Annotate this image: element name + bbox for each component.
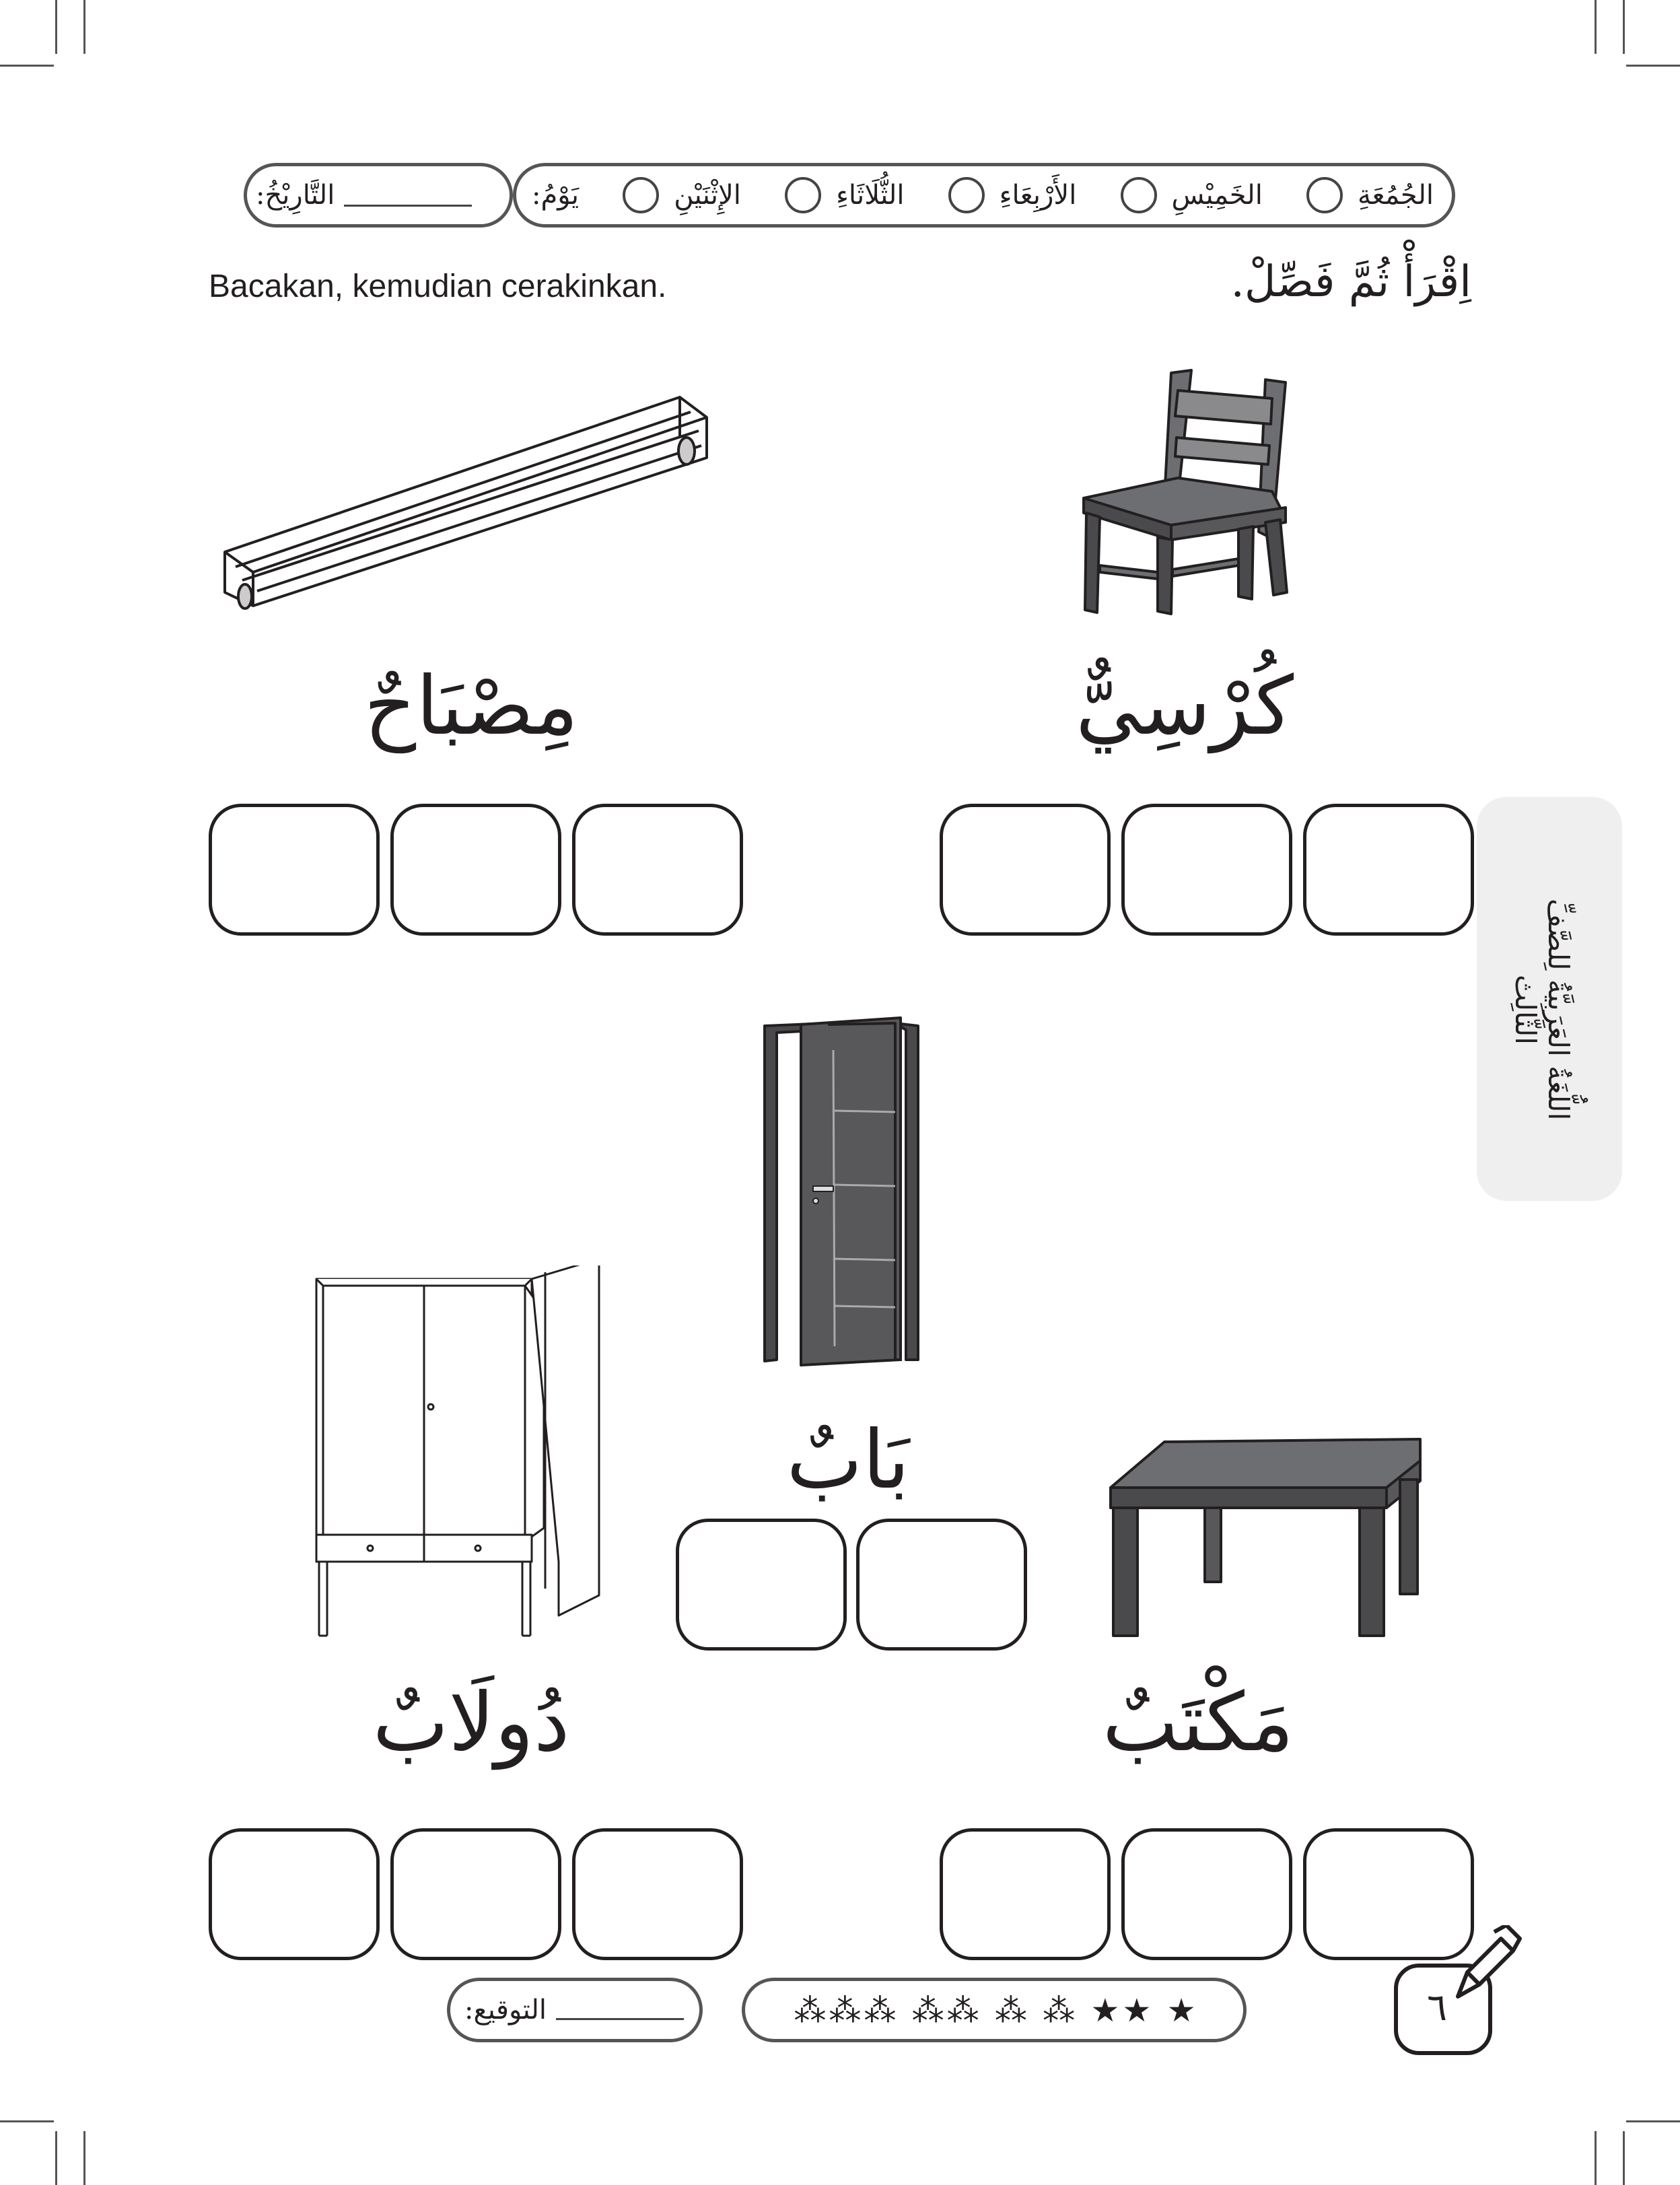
day-label: يَوْمُ: <box>532 180 580 211</box>
crop-mark <box>1595 2131 1597 2185</box>
letter-box[interactable] <box>572 1828 743 1960</box>
letter-box[interactable] <box>940 1828 1111 1960</box>
day-option-thursday[interactable]: الخَمِيْسِ <box>1121 177 1263 213</box>
radio-circle[interactable] <box>1306 177 1343 213</box>
letter-box[interactable] <box>940 804 1111 936</box>
crop-mark <box>55 0 57 54</box>
radio-circle[interactable] <box>948 177 985 213</box>
day-option-tuesday[interactable]: الثُّلَاثَاءِ <box>785 177 904 213</box>
crop-mark <box>55 2131 57 2185</box>
letter-box[interactable] <box>676 1519 847 1651</box>
day-option-wednesday[interactable]: الأَرْبِعَاءِ <box>948 177 1077 213</box>
door-illustration <box>761 1010 929 1373</box>
crop-mark <box>83 2131 85 2185</box>
radio-circle[interactable] <box>623 177 659 213</box>
letter-box[interactable] <box>209 804 380 936</box>
crop-mark <box>1623 2131 1625 2185</box>
date-blank[interactable] <box>344 184 472 207</box>
table-illustration <box>1104 1434 1427 1642</box>
instruction-arabic: اِقْرَأْ ثُمَّ فَصِّلْ. <box>1230 257 1471 307</box>
word-kursi: كُرْسِيٌّ <box>1076 660 1294 753</box>
letter-box[interactable] <box>572 804 743 936</box>
signature-label: التوقيع: <box>464 1995 547 2025</box>
star-rating[interactable]: ★ ★★ ⁂ ⁂ ⁂⁂ ⁂⁂⁂ <box>794 1992 1199 2030</box>
letter-box[interactable] <box>390 804 561 936</box>
crop-mark <box>0 2120 54 2122</box>
crop-mark <box>1626 65 1680 67</box>
letter-box[interactable] <box>1121 804 1292 936</box>
instruction-malay: Bacakan, kemudian cerakinkan. <box>209 269 667 304</box>
day-option-monday[interactable]: الإِثْنَيْنِ <box>623 177 741 213</box>
word-misbah: مِصْبَاحٌ <box>363 660 579 753</box>
day-selector <box>532 172 1434 219</box>
letter-box[interactable] <box>1121 1828 1292 1960</box>
word-baab: بَابٌ <box>786 1414 910 1507</box>
wardrobe-illustration <box>303 1265 606 1649</box>
word-maktab: مَكْتَبٌ <box>1102 1676 1294 1770</box>
radio-circle[interactable] <box>785 177 821 213</box>
crop-mark <box>1623 0 1625 54</box>
date-label: التَّارِيْخُ: <box>256 180 335 211</box>
page-number: ٦ <box>1426 1986 1448 2030</box>
letter-box[interactable] <box>1303 804 1474 936</box>
letter-box[interactable] <box>390 1828 561 1960</box>
crop-mark <box>83 0 85 54</box>
signature-field[interactable] <box>464 1990 693 2030</box>
lamp-illustration <box>215 377 727 619</box>
crop-mark <box>1595 0 1597 54</box>
side-tab-text: اللُّغَةُ العَرَبِيَّةُ لِلصَّفِّ الثَّالِث <box>1509 899 1575 1121</box>
radio-circle[interactable] <box>1121 177 1157 213</box>
letter-box[interactable] <box>856 1519 1027 1651</box>
day-option-friday[interactable]: الجُمُعَةِ <box>1306 177 1434 213</box>
letter-box[interactable] <box>209 1828 380 1960</box>
date-field[interactable] <box>256 174 498 217</box>
word-dulab: دُولَابٌ <box>372 1676 570 1770</box>
signature-blank[interactable] <box>556 2001 684 2020</box>
crop-mark <box>1626 2120 1680 2122</box>
chair-illustration <box>1070 363 1312 619</box>
crop-mark <box>0 65 54 67</box>
